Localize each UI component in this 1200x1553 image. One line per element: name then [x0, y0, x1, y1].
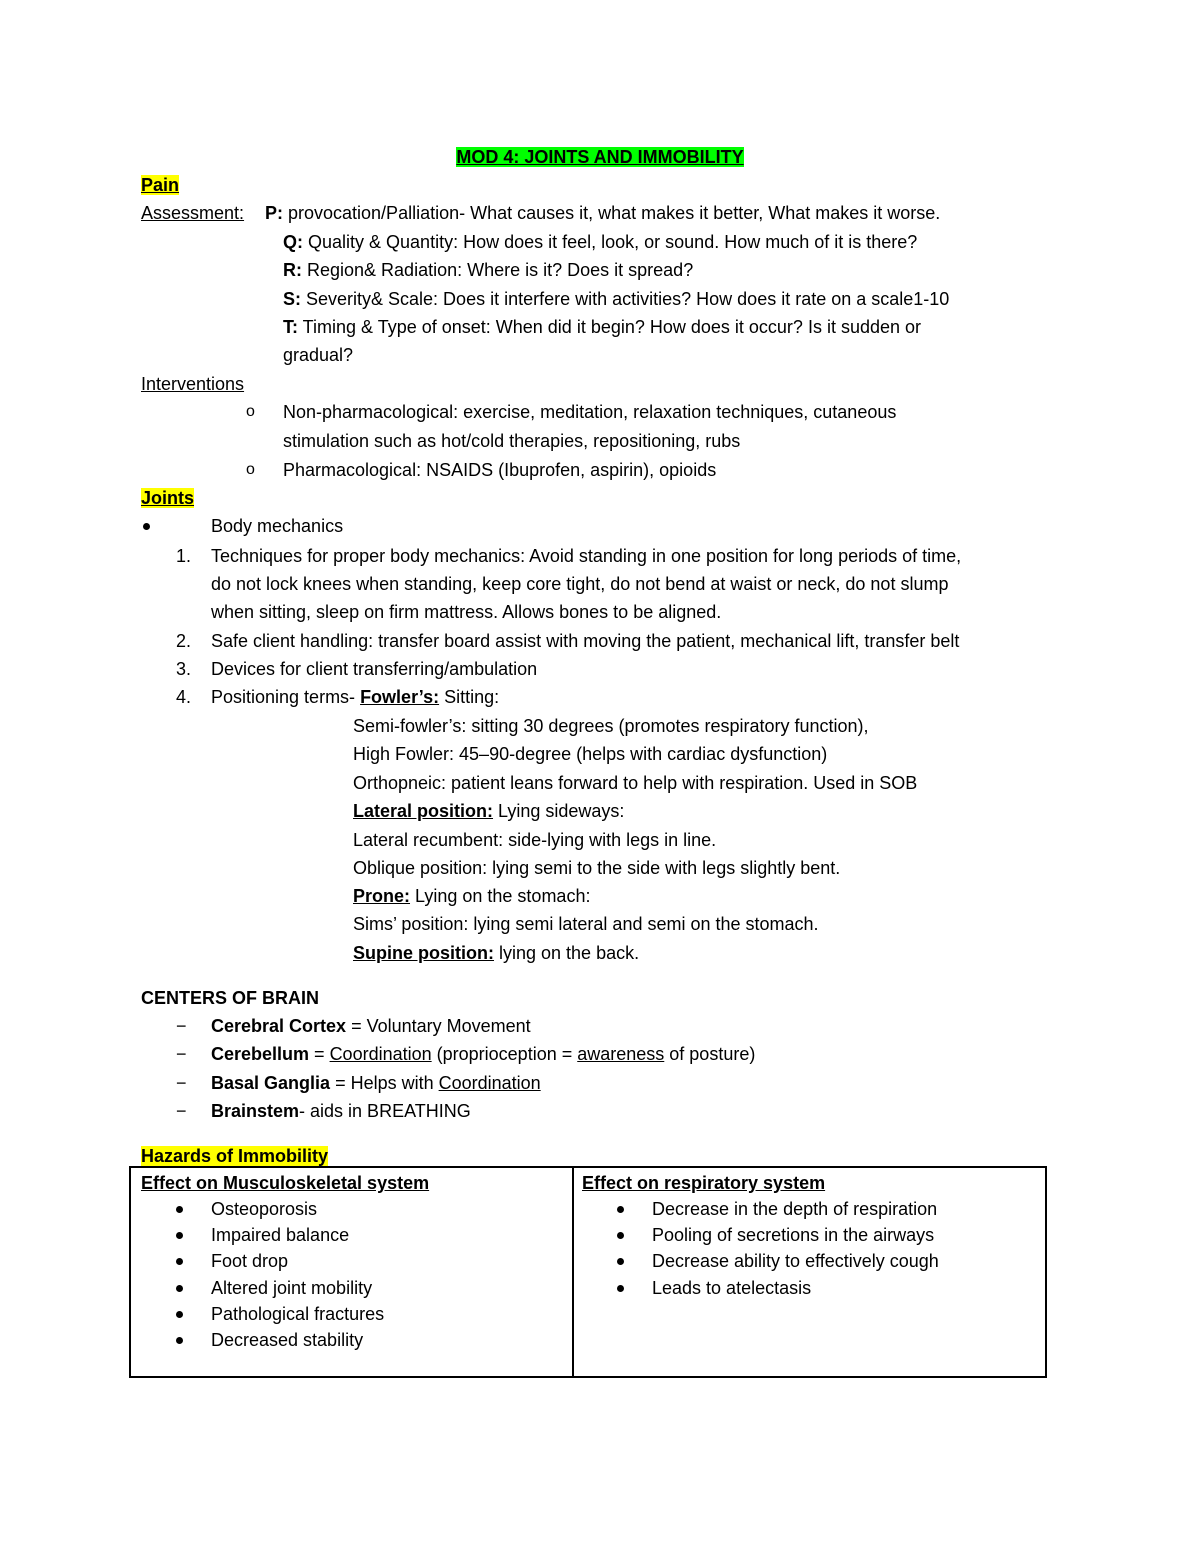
prone-position: [353, 885, 590, 907]
pqrst-letter: T:: [283, 317, 298, 337]
supine-desc: lying on the back.: [494, 943, 640, 963]
bullet-dot: [176, 1206, 183, 1213]
table-divider: [572, 1168, 574, 1376]
bullet-dot: [143, 523, 150, 530]
pqrst-text: Timing & Type of onset: When did it begin? How does it occur? Is it sudden or: [298, 317, 922, 337]
numbered-4-line1: [211, 686, 499, 708]
fowlers-suffix: Sitting:: [439, 687, 500, 707]
basal-eq: = Helps with: [330, 1073, 439, 1093]
pqrst-text: provocation/Palliation- What causes it, what makes it better, What makes it worse.: [283, 203, 941, 223]
pqrst-s: [283, 288, 949, 310]
intervention-pharm-line1: Pharmacological: NSAIDS (Ibuprofen, aspirin), opioids: [283, 460, 717, 480]
cerebellum-end: of posture): [664, 1044, 756, 1064]
bullet-dot: [176, 1258, 183, 1265]
page-title: [0, 146, 1200, 168]
pqrst-text: Severity& Scale: Does it interfere with activities? How does it rate on a scale1-10: [301, 289, 950, 309]
cortex-term: Cerebral Cortex: [211, 1016, 347, 1036]
fowlers-term: Fowler’s:: [360, 687, 440, 707]
pqrst-r: [283, 259, 693, 281]
respiratory-item: Pooling of secretions in the airways: [652, 1225, 935, 1245]
pain-heading: [141, 174, 179, 196]
joints-heading: [141, 487, 194, 509]
body-mechanics: Body mechanics: [211, 516, 344, 536]
musculoskeletal-item: Impaired balance: [211, 1225, 350, 1245]
dash-marker: −: [176, 1016, 187, 1036]
cerebellum-coordination: Coordination: [329, 1044, 432, 1064]
musculoskeletal-item: Decreased stability: [211, 1330, 364, 1350]
cerebellum-awareness: awareness: [577, 1044, 665, 1064]
cerebral-cortex: [211, 1015, 531, 1037]
interventions-label: Interventions: [141, 374, 245, 394]
lateral-position: [353, 800, 624, 822]
page-title-text: MOD 4: JOINTS AND IMMOBILITY: [456, 147, 744, 167]
joints-heading-text: Joints: [141, 488, 195, 508]
high-fowler: High Fowler: 45–90-degree (helps with cardiac dysfunction): [353, 744, 828, 764]
intervention-nonpharm-line1: Non-pharmacological: exercise, meditation, relaxation techniques, cutaneous: [283, 402, 897, 422]
pqrst-p: [265, 202, 940, 224]
respiratory-item: Decrease ability to effectively cough: [652, 1251, 939, 1271]
musculoskeletal-item: Osteoporosis: [211, 1199, 318, 1219]
intervention-nonpharm-line2: stimulation such as hot/cold therapies, repositioning, rubs: [283, 431, 741, 451]
lateral-recumbent: Lateral recumbent: side-lying with legs in line.: [353, 830, 717, 850]
numbered-3-line1: Devices for client transferring/ambulation: [211, 659, 538, 679]
list-number: 1.: [176, 546, 192, 566]
bullet-dot: [617, 1232, 624, 1239]
brain-heading: CENTERS OF BRAIN: [141, 988, 320, 1008]
bullet-dot: [176, 1232, 183, 1239]
pain-heading-text: Pain: [141, 175, 180, 195]
dash-marker: −: [176, 1101, 187, 1121]
musculoskeletal-item: Altered joint mobility: [211, 1278, 373, 1298]
assessment-label: Assessment:: [141, 203, 245, 223]
semi-fowler: Semi-fowler’s: sitting 30 degrees (promotes respiratory function),: [353, 716, 869, 736]
bullet-dot: [617, 1206, 624, 1213]
pqrst-q: [283, 231, 917, 253]
cerebellum-term: Cerebellum: [211, 1044, 310, 1064]
supine-term: Supine position:: [353, 943, 494, 963]
pqrst-letter: Q:: [283, 232, 303, 252]
brainstem-term: Brainstem: [211, 1101, 300, 1121]
bullet-dot: [176, 1311, 183, 1318]
lateral-desc: Lying sideways:: [493, 801, 625, 821]
basal-ganglia: [211, 1072, 541, 1094]
respiratory-item: Leads to atelectasis: [652, 1278, 812, 1298]
brainstem-rest: - aids in BREATHING: [299, 1101, 471, 1121]
prone-term: Prone:: [353, 886, 411, 906]
numbered-1-line1: Techniques for proper body mechanics: Avoid standing in one position for long periods of time,: [211, 546, 962, 566]
numbered-1-line3: when sitting, sleep on firm mattress. Allows bones to be aligned.: [211, 602, 722, 622]
basal-coordination: Coordination: [438, 1073, 541, 1093]
musculoskeletal-item: Foot drop: [211, 1251, 289, 1271]
intervention-marker: o: [246, 403, 255, 420]
oblique-position: Oblique position: lying semi to the side with legs slightly bent.: [353, 858, 841, 878]
respiratory-title: Effect on respiratory system: [582, 1173, 826, 1193]
positioning-prefix: Positioning terms-: [211, 687, 361, 707]
pqrst-text: Quality & Quantity: How does it feel, look, or sound. How much of it is there?: [303, 232, 918, 252]
hazards-heading: [141, 1145, 328, 1167]
respiratory-item: Decrease in the depth of respiration: [652, 1199, 938, 1219]
list-number: 3.: [176, 659, 192, 679]
pqrst-text: Region& Radiation: Where is it? Does it spread?: [302, 260, 694, 280]
dash-marker: −: [176, 1073, 187, 1093]
pqrst-letter: P:: [265, 203, 283, 223]
list-number: 4.: [176, 687, 192, 707]
musculoskeletal-item: Pathological fractures: [211, 1304, 385, 1324]
numbered-1-line2: do not lock knees when standing, keep core tight, do not bend at waist or neck, do not slump: [211, 574, 949, 594]
orthopneic: Orthopneic: patient leans forward to help with respiration. Used in SOB: [353, 773, 918, 793]
intervention-marker: o: [246, 461, 255, 478]
bullet-dot: [617, 1285, 624, 1292]
pqrst-letter: R:: [283, 260, 302, 280]
cerebellum-eq: =: [309, 1044, 330, 1064]
dash-marker: −: [176, 1044, 187, 1064]
lateral-term: Lateral position:: [353, 801, 494, 821]
pqrst-letter: S:: [283, 289, 301, 309]
bullet-dot: [617, 1258, 624, 1265]
cerebellum-mid: (proprioception =: [431, 1044, 578, 1064]
list-number: 2.: [176, 631, 192, 651]
bullet-dot: [176, 1337, 183, 1344]
bullet-dot: [176, 1285, 183, 1292]
basal-term: Basal Ganglia: [211, 1073, 331, 1093]
numbered-2-line1: Safe client handling: transfer board assist with moving the patient, mechanical lift, transfer belt: [211, 631, 960, 651]
pqrst-t: [283, 316, 921, 338]
sims-position: Sims’ position: lying semi lateral and semi on the stomach.: [353, 914, 819, 934]
prone-desc: Lying on the stomach:: [410, 886, 591, 906]
pqrst-t-continuation: gradual?: [283, 345, 354, 365]
hazards-heading-text: Hazards of Immobility: [141, 1146, 329, 1166]
musculoskeletal-title: Effect on Musculoskeletal system: [141, 1173, 430, 1193]
brainstem: [211, 1100, 471, 1122]
cortex-rest: = Voluntary Movement: [346, 1016, 531, 1036]
supine-position: [353, 942, 639, 964]
cerebellum: [211, 1043, 755, 1065]
